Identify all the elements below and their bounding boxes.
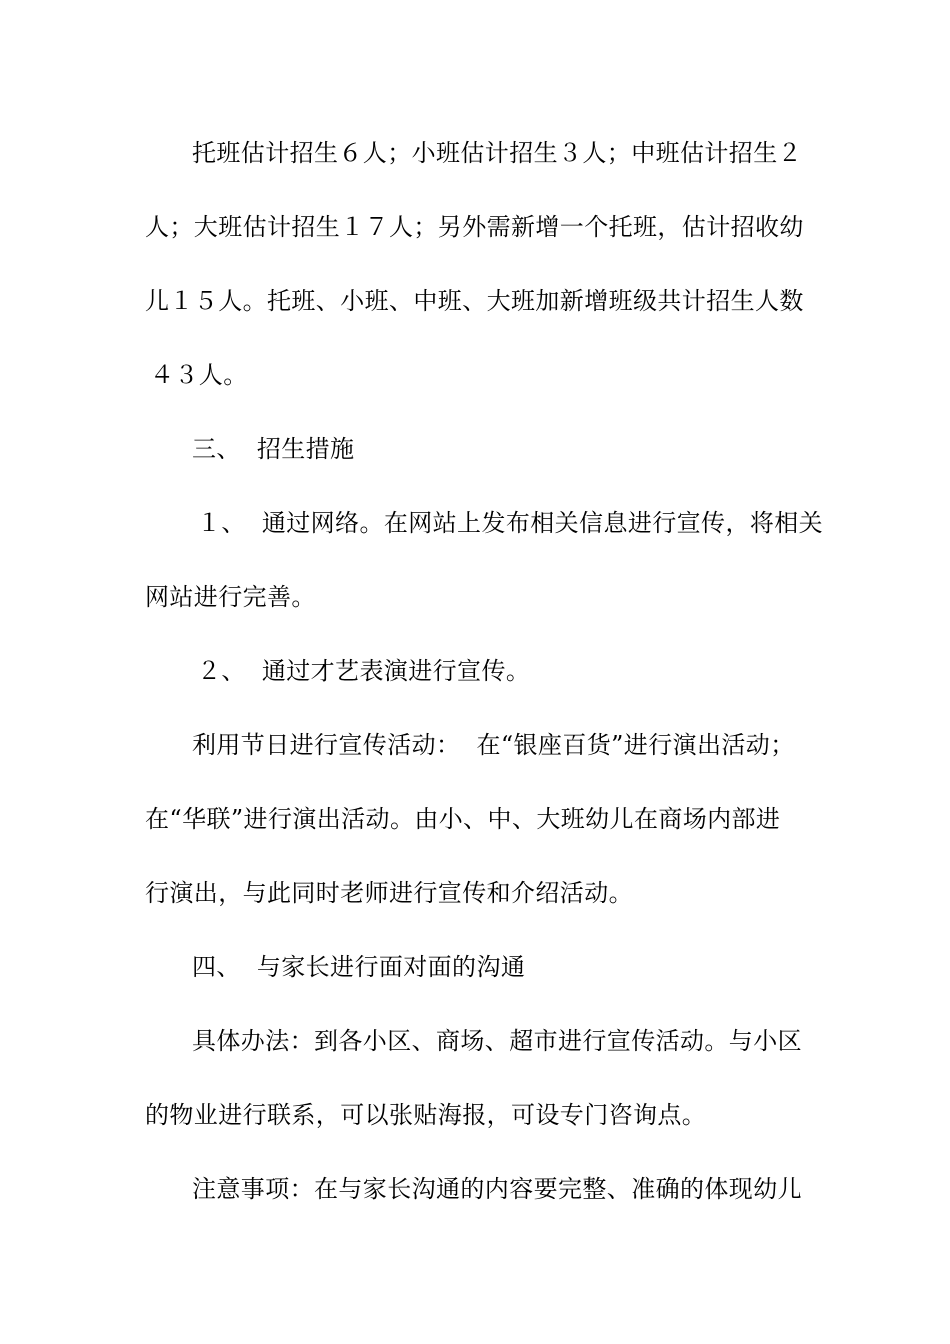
paragraph-line-9: 的物业进行联系，可以张贴海报，可设专门咨询点。 <box>145 1101 707 1129</box>
paragraph-line-4: ４３人。 <box>150 361 248 389</box>
paragraph-line-3: 儿１５人。托班、小班、中班、大班加新增班级共计招生人数 <box>145 287 804 315</box>
paragraph-line-6: 在“华联”进行演出活动。由小、中、大班幼儿在商场内部进 <box>145 805 781 833</box>
paragraph-line-2: 人；大班估计招生１７人；另外需新增一个托班，估计招收幼 <box>145 213 804 241</box>
paragraph-line-7: 行演出，与此同时老师进行宣传和介绍活动。 <box>145 879 633 907</box>
list-item-1-line-2: 网站进行完善。 <box>145 583 316 611</box>
section-heading-3: 三、 招生措施 <box>192 435 355 463</box>
paragraph-line-10: 注意事项：在与家长沟通的内容要完整、准确的体现幼儿 <box>192 1175 802 1203</box>
paragraph-line-1: 托班估计招生６人；小班估计招生３人；中班估计招生２ <box>192 139 802 167</box>
list-item-1-line-1: １、 通过网络。在网站上发布相关信息进行宣传，将相关 <box>197 509 824 537</box>
section-heading-4: 四、 与家长进行面对面的沟通 <box>192 953 526 981</box>
list-item-2: ２、 通过才艺表演进行宣传。 <box>197 657 531 685</box>
paragraph-line-5: 利用节日进行宣传活动： 在“银座百货”进行演出活动； <box>192 731 795 759</box>
paragraph-line-8: 具体办法：到各小区、商场、超市进行宣传活动。与小区 <box>192 1027 802 1055</box>
